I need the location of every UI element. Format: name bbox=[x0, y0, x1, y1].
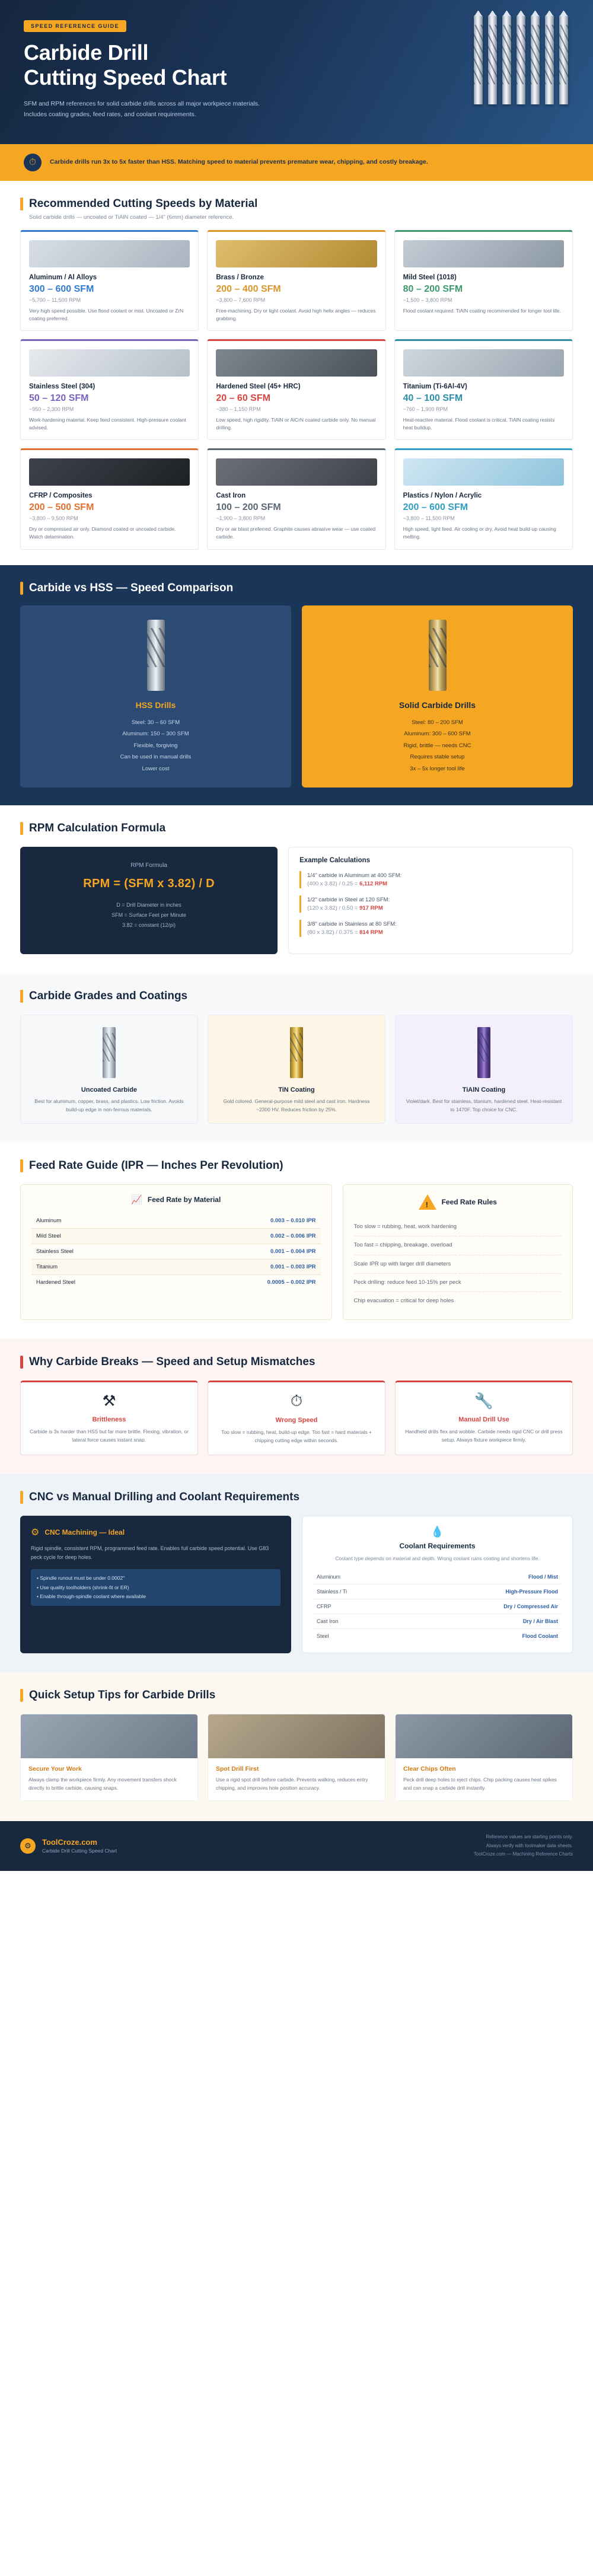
hss-card bbox=[20, 605, 291, 788]
alert-text: Carbide drills run 3x to 5x faster than HSS. Matching speed to material prevents premature wear, chipping, and costly breakage. bbox=[50, 158, 428, 165]
example-result: 917 RPM bbox=[359, 905, 383, 911]
feed-rule-item: Too fast = chipping, breakage, overload bbox=[354, 1236, 562, 1255]
drill-bit-icon bbox=[488, 15, 497, 104]
coating-desc: Best for aluminum, copper, brass, and plastics. Low friction. Avoids build-up edge in non-ferrous materials. bbox=[34, 1098, 184, 1112]
feed-section bbox=[0, 1143, 593, 1339]
carbide-spec-list bbox=[313, 717, 562, 774]
material-speed: 200 – 600 SFM bbox=[403, 502, 468, 513]
material-note: Heat-reactive material. Flood coolant is critical. TiAlN coating resists heat buildup. bbox=[403, 416, 555, 431]
example-calculation bbox=[299, 920, 562, 937]
feed-material: Mild Steel bbox=[31, 1229, 163, 1244]
feed-heading bbox=[20, 1159, 573, 1172]
tips-heading bbox=[20, 1689, 573, 1702]
coating-name: TiN Coating bbox=[278, 1086, 315, 1093]
material-card bbox=[207, 339, 385, 440]
cnc-note-item: • Spindle runout must be under 0.0002" bbox=[37, 1575, 125, 1582]
material-card bbox=[207, 230, 385, 331]
comparison-section bbox=[0, 565, 593, 805]
hss-spec-line: Lower cost bbox=[142, 765, 170, 772]
material-card bbox=[394, 448, 573, 549]
coatings-heading bbox=[20, 990, 573, 1003]
carbide-spec-line: 3x – 5x longer tool life bbox=[410, 765, 465, 772]
hero-section bbox=[0, 0, 593, 144]
material-note: Dry or air blast preferred. Graphite causes abrasive wear — use coated carbide. bbox=[216, 526, 376, 540]
hero-badge: SPEED REFERENCE GUIDE bbox=[24, 20, 126, 32]
formula-box bbox=[20, 847, 278, 954]
feed-rules-title: Feed Rate Rules bbox=[441, 1198, 497, 1207]
example-calculation bbox=[299, 895, 562, 913]
example-calculation bbox=[299, 871, 562, 888]
footer-disclaimer-line: Always verify with toolmaker data sheets. bbox=[486, 1842, 573, 1848]
breakage-card-text: Too slow = rubbing, heat, build-up edge. Too fast = hard materials + chipping cutting edge within seconds. bbox=[221, 1429, 372, 1444]
material-card bbox=[394, 230, 573, 331]
breakage-cards bbox=[20, 1381, 573, 1468]
cnc-title: CNC vs Manual Drilling and Coolant Requirements bbox=[29, 1490, 300, 1503]
tip-title: Secure Your Work bbox=[28, 1765, 82, 1773]
example-result: 6,112 RPM bbox=[359, 881, 388, 887]
section-accent-bar bbox=[20, 197, 23, 211]
section-accent-bar bbox=[20, 1689, 23, 1702]
table-row bbox=[313, 1599, 562, 1614]
coating-card-tialn bbox=[395, 1015, 573, 1124]
feed-rules-header bbox=[354, 1194, 562, 1210]
feed-material: Hardened Steel bbox=[36, 1279, 76, 1286]
material-card-grid bbox=[20, 230, 573, 550]
cnc-section bbox=[0, 1474, 593, 1673]
material-name: Hardened Steel (45+ HRC) bbox=[216, 382, 301, 390]
table-row bbox=[31, 1244, 321, 1260]
footer-disclaimer-line: ToolCroze.com — Machining Reference Charts bbox=[473, 1851, 573, 1857]
drill-bits-illustration bbox=[474, 15, 568, 104]
material-note: Very high speed possible. Use flood coolant or mist. Uncoated or ZrN coating preferred. bbox=[29, 307, 184, 321]
coolant-type: Flood / Mist bbox=[407, 1570, 562, 1585]
formula-legend-line: D = Drill Diameter in inches bbox=[116, 902, 181, 908]
tip-card bbox=[20, 1714, 198, 1801]
footer-disclaimer bbox=[474, 1833, 573, 1858]
coating-card-uncoated bbox=[20, 1015, 198, 1124]
coating-name: Uncoated Carbide bbox=[81, 1086, 138, 1093]
material-swatch bbox=[29, 458, 190, 486]
drill-bit-icon bbox=[531, 15, 540, 104]
material-card bbox=[394, 339, 573, 440]
tip-title: Clear Chips Often bbox=[403, 1765, 456, 1773]
carbide-spec-line: Aluminum: 300 – 600 SFM bbox=[404, 731, 471, 738]
material-rpm: ~950 – 2,300 RPM bbox=[29, 406, 74, 412]
table-row bbox=[31, 1260, 321, 1275]
material-note: High speed, light feed. Air cooling or dry. Avoid heat build-up causing melting. bbox=[403, 526, 556, 540]
section-accent-bar bbox=[20, 1159, 23, 1172]
tip-title: Spot Drill First bbox=[216, 1765, 259, 1773]
section-accent-bar bbox=[20, 990, 23, 1003]
breakage-card bbox=[395, 1381, 573, 1455]
section-accent-bar bbox=[20, 582, 23, 595]
comparison-title: Carbide vs HSS — Speed Comparison bbox=[29, 581, 234, 594]
feed-ipr: 0.001 – 0.003 IPR bbox=[163, 1260, 320, 1275]
section-accent-bar-red bbox=[20, 1356, 23, 1369]
feed-rule-item: Scale IPR up with larger drill diameters bbox=[354, 1255, 562, 1274]
coolant-panel bbox=[302, 1516, 573, 1654]
material-card bbox=[207, 448, 385, 549]
feed-rule-item: Peck drilling: reduce feed 10-15% per peck bbox=[354, 1274, 562, 1292]
breakage-section bbox=[0, 1339, 593, 1474]
material-speed: 200 – 400 SFM bbox=[216, 283, 281, 294]
page-title bbox=[24, 40, 332, 91]
feed-table-title: Feed Rate by Material bbox=[147, 1195, 221, 1204]
feed-rule-item: Too slow = rubbing, heat, work hardening bbox=[354, 1218, 562, 1236]
material-rpm: ~5,700 – 11,500 RPM bbox=[29, 297, 81, 303]
material-rpm: ~1,900 – 3,800 RPM bbox=[216, 515, 266, 522]
material-card bbox=[20, 230, 199, 331]
carbide-card bbox=[302, 605, 573, 788]
tin-drill-icon bbox=[290, 1027, 303, 1078]
material-swatch bbox=[403, 349, 564, 377]
coolant-material: Steel bbox=[317, 1633, 329, 1640]
material-note: Flood coolant required. TiAlN coating recommended for longer tool life. bbox=[403, 307, 561, 314]
examples-list bbox=[299, 871, 562, 937]
coolant-material: Aluminum bbox=[313, 1570, 407, 1585]
material-swatch bbox=[216, 240, 377, 267]
speed-gauge-icon: ⏱ bbox=[290, 1392, 303, 1410]
table-row bbox=[31, 1213, 321, 1229]
material-name: Mild Steel (1018) bbox=[403, 273, 457, 281]
material-rpm: ~3,800 – 11,500 RPM bbox=[403, 515, 455, 522]
feed-ipr: 0.002 – 0.006 IPR bbox=[163, 1229, 320, 1244]
example-case: 1/4" carbide in Aluminum at 400 SFM: bbox=[307, 872, 402, 879]
table-row bbox=[313, 1614, 562, 1629]
cnc-panel-text: Rigid spindle, consistent RPM, programmed feed rate. Enables full carbide speed potential. Use G83 peck cycle for deep holes. bbox=[31, 1545, 269, 1560]
material-swatch bbox=[403, 458, 564, 486]
broken-drill-icon: ⚒ bbox=[102, 1392, 116, 1410]
material-speed: 20 – 60 SFM bbox=[216, 393, 270, 403]
warning-clock-icon: ⏱ bbox=[24, 154, 42, 171]
table-row bbox=[313, 1629, 562, 1644]
material-name: Brass / Bronze bbox=[216, 273, 264, 281]
formula-equation: RPM = (SFM x 3.82) / D bbox=[83, 877, 215, 890]
material-note: Low speed, high rigidity. TiAlN or AlCrN coated carbide only. No manual drilling. bbox=[216, 416, 376, 431]
footer-brand[interactable]: ToolCroze.com bbox=[42, 1838, 97, 1847]
coating-desc: Gold colored. General-purpose mild steel and cast iron. Hardness ~2300 HV. Reduces friction by 25%. bbox=[223, 1098, 370, 1112]
hss-spec-line: Aluminum: 150 – 300 SFM bbox=[122, 731, 189, 738]
example-case: 3/8" carbide in Stainless at 80 SFM: bbox=[307, 921, 397, 927]
material-speed: 300 – 600 SFM bbox=[29, 283, 94, 294]
alert-banner bbox=[0, 144, 593, 181]
feed-table-header bbox=[31, 1194, 321, 1205]
example-case: 1/2" carbide in Steel at 120 SFM: bbox=[307, 897, 390, 903]
material-name: CFRP / Composites bbox=[29, 492, 93, 500]
carbide-spec-line: Steel: 80 – 200 SFM bbox=[412, 719, 463, 726]
tip-image bbox=[396, 1714, 572, 1758]
material-card bbox=[20, 339, 199, 440]
material-speed: 50 – 120 SFM bbox=[29, 393, 89, 403]
coolant-subtitle: Coolant type depends on material and depth. Wrong coolant ruins coating and shortens life. bbox=[335, 1555, 540, 1561]
breakage-card-title: Manual Drill Use bbox=[458, 1416, 509, 1424]
cnc-notes-list bbox=[31, 1569, 280, 1606]
cnc-machine-icon: ⚙ bbox=[31, 1527, 40, 1538]
footer-disclaimer-line: Reference values are starting points only. bbox=[486, 1834, 573, 1840]
cnc-note-item: • Use quality toolholders (shrink-fit or ER) bbox=[37, 1584, 129, 1590]
warning-triangle-icon: ! bbox=[419, 1194, 436, 1210]
example-calc: (400 x 3.82) / 0.25 = 6,112 RPM bbox=[307, 881, 388, 887]
carbide-spec-line: Requires stable setup bbox=[410, 754, 465, 761]
feed-material: Stainless Steel bbox=[31, 1244, 163, 1260]
formula-legend-line: SFM = Surface Feet per Minute bbox=[111, 912, 186, 919]
feed-rules-panel bbox=[343, 1184, 573, 1320]
materials-subtitle: Solid carbide drills — uncoated or TiAlN coated — 1/4" (6mm) diameter reference. bbox=[29, 213, 234, 221]
feed-gauge-icon: 📈 bbox=[131, 1195, 142, 1206]
cnc-note-item: • Enable through-spindle coolant where available bbox=[37, 1593, 146, 1599]
material-name: Plastics / Nylon / Acrylic bbox=[403, 492, 482, 500]
table-row bbox=[313, 1585, 562, 1599]
breakage-card-title: Wrong Speed bbox=[275, 1417, 318, 1424]
material-speed: 100 – 200 SFM bbox=[216, 502, 281, 513]
tip-image bbox=[21, 1714, 197, 1758]
tip-image bbox=[208, 1714, 385, 1758]
material-name: Aluminum / Al Alloys bbox=[29, 273, 97, 281]
carbide-title: Solid Carbide Drills bbox=[398, 700, 476, 710]
hss-title: HSS Drills bbox=[135, 700, 176, 710]
material-rpm: ~380 – 1,150 RPM bbox=[216, 406, 261, 412]
cnc-content bbox=[20, 1516, 573, 1667]
coating-name: TiAlN Coating bbox=[462, 1086, 506, 1093]
feed-content bbox=[20, 1184, 573, 1333]
coolant-type: High-Pressure Flood bbox=[407, 1585, 562, 1599]
formula-legend bbox=[32, 900, 266, 930]
drill-bit-icon bbox=[474, 15, 483, 104]
material-note: Dry or compressed air only. Diamond coated or uncoated carbide. Watch delamination. bbox=[29, 526, 176, 540]
formula-legend-line: 3.82 = constant (12/pi) bbox=[122, 922, 176, 929]
material-speed: 80 – 200 SFM bbox=[403, 283, 463, 294]
material-speed: 40 – 100 SFM bbox=[403, 393, 463, 403]
coolant-material: CFRP bbox=[313, 1599, 407, 1614]
drill-bit-icon bbox=[517, 15, 525, 104]
feed-rule-item: Chip evacuation = critical for deep holes bbox=[353, 1297, 454, 1305]
feed-table-panel bbox=[20, 1184, 332, 1320]
example-result: 814 RPM bbox=[359, 929, 383, 936]
feed-material: Aluminum bbox=[31, 1213, 163, 1229]
hss-spec-line: Can be used in manual drills bbox=[120, 754, 192, 761]
material-swatch bbox=[216, 349, 377, 377]
formula-content bbox=[20, 847, 573, 967]
formula-title: RPM Calculation Formula bbox=[29, 822, 166, 834]
coolant-title: Coolant Requirements bbox=[399, 1541, 476, 1550]
coolant-type: Dry / Compressed Air bbox=[407, 1599, 562, 1614]
formula-section bbox=[0, 805, 593, 973]
hero-subtitle: SFM and RPM references for solid carbide drills across all major workpiece materials. Includes coating grades, feed rates, and coolant requirements. bbox=[24, 100, 260, 118]
coolant-type: Dry / Air Blast bbox=[407, 1614, 562, 1629]
feed-ipr: 0.001 – 0.004 IPR bbox=[163, 1244, 320, 1260]
feed-material: Titanium bbox=[31, 1260, 163, 1275]
comparison-heading bbox=[20, 582, 573, 595]
carbide-spec-line: Rigid, brittle — needs CNC bbox=[403, 742, 471, 749]
uncoated-drill-icon bbox=[103, 1027, 116, 1078]
tool-logo-icon: ⚙ bbox=[20, 1838, 36, 1854]
coolant-table bbox=[313, 1570, 562, 1643]
cnc-machining-panel bbox=[20, 1516, 291, 1654]
hss-spec-line: Steel: 30 – 60 SFM bbox=[131, 719, 180, 726]
footer-tagline: Carbide Drill Cutting Speed Chart bbox=[42, 1848, 117, 1854]
table-row bbox=[31, 1229, 321, 1244]
tip-text: Use a rigid spot drill before carbide. Prevents walking, reduces entry chipping, and improves hole position accuracy. bbox=[216, 1777, 368, 1791]
material-note: Work-hardening material. Keep feed consistent. High-pressure coolant advised. bbox=[29, 416, 186, 431]
formula-heading bbox=[20, 822, 573, 835]
material-rpm: ~3,800 – 7,600 RPM bbox=[216, 297, 266, 303]
material-name: Cast Iron bbox=[216, 492, 246, 500]
material-swatch bbox=[29, 240, 190, 267]
coatings-title: Carbide Grades and Coatings bbox=[29, 990, 188, 1002]
coolant-type: Flood Coolant bbox=[522, 1633, 558, 1640]
page-footer bbox=[0, 1821, 593, 1870]
material-rpm: ~3,800 – 9,500 RPM bbox=[29, 515, 78, 522]
hss-spec-list bbox=[31, 717, 280, 774]
coolant-drop-icon: 💧 bbox=[431, 1525, 444, 1538]
tip-card bbox=[395, 1714, 573, 1801]
examples-panel bbox=[288, 847, 573, 954]
comparison-cards bbox=[20, 605, 573, 799]
page-title-line1: Carbide Drill bbox=[24, 40, 149, 65]
hand-drill-icon: 🔧 bbox=[474, 1392, 494, 1410]
material-card bbox=[20, 448, 199, 549]
feed-ipr: 0.003 – 0.010 IPR bbox=[163, 1213, 320, 1229]
material-rpm: ~1,500 – 3,800 RPM bbox=[403, 297, 452, 303]
material-name: Titanium (Ti-6Al-4V) bbox=[403, 382, 467, 390]
cnc-heading bbox=[20, 1491, 573, 1504]
breakage-title: Why Carbide Breaks — Speed and Setup Mismatches bbox=[29, 1356, 315, 1369]
cnc-panel-header bbox=[31, 1526, 280, 1538]
breakage-card-title: Brittleness bbox=[92, 1416, 126, 1424]
coating-cards bbox=[20, 1015, 573, 1137]
coating-desc: Violet/dark. Best for stainless, titanium, hardened steel. Heat-resistant to 1470F. Top choice for CNC. bbox=[406, 1098, 562, 1112]
carbide-drill-icon bbox=[429, 620, 447, 691]
examples-title: Example Calculations bbox=[299, 857, 371, 864]
coatings-section bbox=[0, 973, 593, 1143]
feed-ipr: 0.0005 – 0.002 IPR bbox=[267, 1279, 316, 1286]
cnc-panel-title: CNC Machining — Ideal bbox=[44, 1528, 125, 1536]
materials-title: Recommended Cutting Speeds by Material bbox=[29, 197, 258, 210]
tialn-drill-icon bbox=[477, 1027, 490, 1078]
tips-cards bbox=[20, 1714, 573, 1815]
tip-text: Always clamp the workpiece firmly. Any movement transfers shock directly to brittle carbide, causing snaps. bbox=[28, 1777, 177, 1791]
breakage-card bbox=[208, 1381, 385, 1455]
hss-spec-line: Flexible, forgiving bbox=[133, 742, 178, 749]
tip-text: Peck drill deep holes to eject chips. Chip packing causes heat spikes and can snap a carbide drill instantly. bbox=[403, 1777, 557, 1791]
example-calc: (80 x 3.82) / 0.375 = 814 RPM bbox=[307, 929, 383, 936]
coating-card-tin bbox=[208, 1015, 385, 1124]
tip-card bbox=[208, 1714, 385, 1801]
feed-rate-table bbox=[31, 1213, 321, 1290]
tips-section bbox=[0, 1672, 593, 1821]
material-note: Free-machining. Dry or light coolant. Avoid high helix angles — reduces grabbing. bbox=[216, 307, 376, 321]
drill-bit-icon bbox=[559, 15, 568, 104]
section-accent-bar bbox=[20, 822, 23, 835]
materials-section bbox=[0, 181, 593, 565]
coolant-material: Stainless / Ti bbox=[313, 1585, 407, 1599]
breakage-card bbox=[20, 1381, 198, 1455]
hss-drill-icon bbox=[147, 620, 165, 691]
section-accent-bar bbox=[20, 1491, 23, 1504]
formula-label: RPM Formula bbox=[130, 862, 167, 869]
drill-bit-icon bbox=[545, 15, 554, 104]
drill-bit-icon bbox=[502, 15, 511, 104]
feed-title: Feed Rate Guide (IPR — Inches Per Revolution) bbox=[29, 1159, 283, 1172]
feed-rules-list bbox=[354, 1218, 562, 1310]
material-name: Stainless Steel (304) bbox=[29, 382, 95, 390]
tips-title: Quick Setup Tips for Carbide Drills bbox=[29, 1689, 216, 1702]
breakage-heading bbox=[20, 1356, 573, 1369]
example-calc: (120 x 3.82) / 0.50 = 917 RPM bbox=[307, 905, 383, 911]
material-rpm: ~760 – 1,900 RPM bbox=[403, 406, 448, 412]
material-speed: 200 – 500 SFM bbox=[29, 502, 94, 513]
page-title-line2: Cutting Speed Chart bbox=[24, 65, 227, 90]
breakage-card-text: Handheld drills flex and wobble. Carbide needs rigid CNC or drill press setup. Always fixture workpiece firmly. bbox=[405, 1429, 563, 1443]
coolant-material: Cast Iron bbox=[313, 1614, 407, 1629]
table-row bbox=[313, 1570, 562, 1585]
materials-heading bbox=[20, 197, 573, 211]
footer-brand-block bbox=[20, 1838, 117, 1854]
breakage-card-text: Carbide is 3x harder than HSS but far more brittle. Flexing, vibration, or lateral force causes instant snap. bbox=[30, 1429, 189, 1443]
table-row bbox=[31, 1275, 321, 1290]
material-swatch bbox=[29, 349, 190, 377]
material-swatch bbox=[216, 458, 377, 486]
material-swatch bbox=[403, 240, 564, 267]
